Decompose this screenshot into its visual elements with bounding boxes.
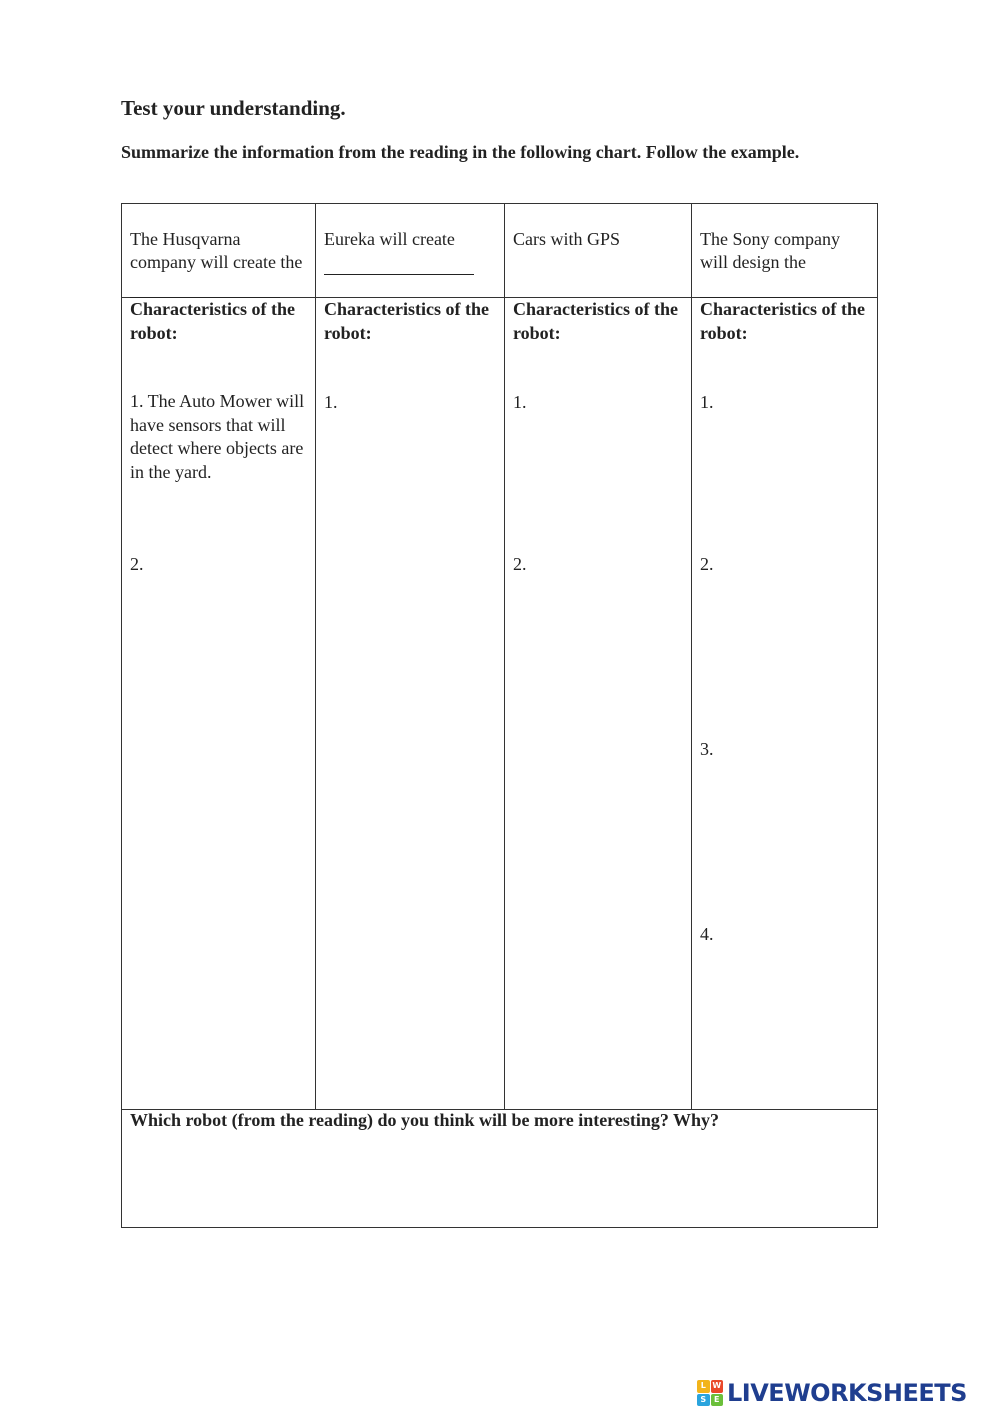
logo-mark-icon: [697, 1380, 723, 1406]
logo-mark-cell: E: [711, 1394, 724, 1407]
header-cell-sony: [700, 204, 872, 298]
item-number: 2.: [700, 554, 714, 574]
item-number: 3.: [700, 739, 714, 759]
footer-question: Which robot (from the reading) do you think will be more interesting? Why?: [130, 1110, 720, 1130]
logo-text: LIVEWORKSHEETS: [727, 1379, 967, 1407]
answer-blank[interactable]: [700, 277, 850, 298]
header-cell-text: Cars with GPS: [513, 228, 621, 249]
summary-chart-table: [121, 203, 878, 1228]
page-title: Test your understanding.: [121, 96, 346, 120]
item-number: 4.: [700, 924, 714, 944]
logo-mark-cell: L: [697, 1380, 710, 1393]
item-number: 2.: [513, 554, 527, 574]
item-number: 2.: [130, 554, 144, 574]
column-divider-1: [315, 204, 316, 1109]
item-number: 1.: [513, 392, 527, 412]
characteristics-heading-col-2: Characteristics of the robot:: [324, 299, 489, 343]
item-number: 1.: [700, 392, 714, 412]
header-cell-text: Eureka will create: [324, 228, 455, 249]
instructions-text: Summarize the information from the reading in the following chart. Follow the example.: [121, 142, 800, 162]
logo-mark-cell: W: [711, 1380, 724, 1393]
header-cell-text: The Sony company will design the: [700, 228, 840, 272]
header-cell-text: The Husqvarna company will create the: [130, 228, 303, 272]
header-cell-cars-gps: [513, 204, 688, 251]
characteristics-heading-col-1: Characteristics of the robot:: [130, 299, 295, 343]
header-cell-eureka: [324, 204, 499, 275]
example-answer-item: 1. The Auto Mower will have sensors that will detect where objects are in the yard.: [130, 391, 305, 482]
characteristics-heading-col-4: Characteristics of the robot:: [700, 299, 865, 343]
liveworksheets-logo: [697, 1377, 993, 1409]
header-cell-husqvarna: [130, 204, 310, 298]
logo-mark-cell: S: [697, 1394, 710, 1407]
answer-blank[interactable]: [324, 254, 474, 275]
item-number: 1.: [324, 392, 338, 412]
column-divider-2: [504, 204, 505, 1109]
characteristics-heading-col-3: Characteristics of the robot:: [513, 299, 678, 343]
column-divider-3: [691, 204, 692, 1109]
answer-blank[interactable]: [130, 277, 280, 298]
